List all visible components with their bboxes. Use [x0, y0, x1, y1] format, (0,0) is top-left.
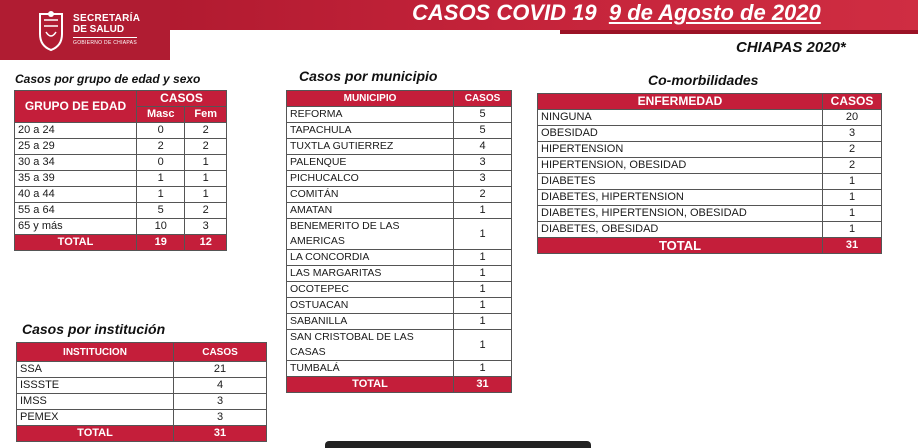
- municipio-cell: PALENQUE: [287, 155, 454, 171]
- header: [0, 0, 918, 62]
- municipio-title: Casos por municipio: [299, 68, 438, 84]
- municipio-cell: TAPACHULA: [287, 123, 454, 139]
- age-group-cell: 35 a 39: [15, 171, 137, 187]
- cases-cell: 20: [823, 110, 882, 126]
- municipio-cell: SAN CRISTOBAL DE LAS CASAS: [287, 330, 454, 361]
- col-masc: Masc: [137, 107, 185, 123]
- municipio-cell: REFORMA: [287, 107, 454, 123]
- col-cases: CASOS: [137, 91, 227, 107]
- age-sex-title: Casos por grupo de edad y sexo: [15, 72, 201, 86]
- table-row: [287, 361, 512, 377]
- table-row: [17, 378, 267, 394]
- table-row: [287, 107, 512, 123]
- masc-cell: 10: [137, 219, 185, 235]
- col-institucion: INSTITUCION: [17, 343, 174, 362]
- comorbidities-table: [537, 93, 882, 254]
- col-cases: CASOS: [174, 343, 267, 362]
- device-home-bar: [325, 441, 591, 448]
- table-row: [287, 314, 512, 330]
- cases-cell: 1: [454, 266, 512, 282]
- municipio-cell: COMITÁN: [287, 187, 454, 203]
- enfermedad-cell: DIABETES, HIPERTENSION: [538, 190, 823, 206]
- table-row: [538, 110, 882, 126]
- municipio-cell: OCOTEPEC: [287, 282, 454, 298]
- col-municipio: MUNICIPIO: [287, 91, 454, 107]
- cases-cell: 3: [454, 155, 512, 171]
- municipio-cell: SABANILLA: [287, 314, 454, 330]
- municipio-table: [286, 90, 512, 393]
- age-group-cell: 65 y más: [15, 219, 137, 235]
- cases-cell: 21: [174, 362, 267, 378]
- table-row: [287, 298, 512, 314]
- table-row: [538, 174, 882, 190]
- cases-cell: 2: [454, 187, 512, 203]
- municipio-cell: BENEMERITO DE LAS AMERICAS: [287, 219, 454, 250]
- cases-cell: 1: [454, 330, 512, 361]
- logo-line-1: SECRETARÍA: [73, 13, 141, 24]
- table-row: [15, 171, 227, 187]
- cases-cell: 3: [174, 394, 267, 410]
- table-row: [287, 187, 512, 203]
- table-row: [538, 190, 882, 206]
- municipio-cell: LA CONCORDIA: [287, 250, 454, 266]
- cases-cell: 1: [823, 174, 882, 190]
- region-label: CHIAPAS 2020*: [736, 39, 846, 56]
- institucion-title: Casos por institución: [22, 321, 166, 337]
- municipio-cell: TUXTLA GUTIERREZ: [287, 139, 454, 155]
- total-label: TOTAL: [17, 426, 174, 442]
- age-group-cell: 20 a 24: [15, 123, 137, 139]
- total-masc: 19: [137, 235, 185, 251]
- cases-cell: 5: [454, 123, 512, 139]
- masc-cell: 0: [137, 155, 185, 171]
- masc-cell: 2: [137, 139, 185, 155]
- header-accent-line: [560, 30, 918, 34]
- age-group-cell: 25 a 29: [15, 139, 137, 155]
- fem-cell: 2: [185, 139, 227, 155]
- cases-cell: 1: [454, 219, 512, 250]
- masc-cell: 1: [137, 171, 185, 187]
- table-row: [15, 187, 227, 203]
- comorb-title: Co-morbilidades: [648, 72, 759, 88]
- municipio-cell: TUMBALÁ: [287, 361, 454, 377]
- total-row: [15, 235, 227, 251]
- table-row: [287, 139, 512, 155]
- enfermedad-cell: DIABETES, HIPERTENSION, OBESIDAD: [538, 206, 823, 222]
- municipio-cell: LAS MARGARITAS: [287, 266, 454, 282]
- col-age-group: GRUPO DE EDAD: [15, 91, 137, 123]
- cases-cell: 1: [823, 222, 882, 238]
- table-row: [287, 330, 512, 361]
- cases-cell: 3: [454, 171, 512, 187]
- total-value: 31: [823, 238, 882, 254]
- cases-cell: 4: [174, 378, 267, 394]
- cases-cell: 1: [823, 190, 882, 206]
- institucion-table: [16, 342, 267, 442]
- fem-cell: 2: [185, 123, 227, 139]
- table-row: [538, 222, 882, 238]
- table-row: [287, 250, 512, 266]
- col-cases: CASOS: [454, 91, 512, 107]
- title-main: CASOS COVID 19: [412, 0, 597, 25]
- total-value: 31: [174, 426, 267, 442]
- table-row: [287, 203, 512, 219]
- coat-of-arms-icon: [36, 10, 66, 52]
- col-fem: Fem: [185, 107, 227, 123]
- cases-cell: 1: [454, 314, 512, 330]
- table-row: [287, 123, 512, 139]
- cases-cell: 1: [454, 298, 512, 314]
- cases-cell: 1: [454, 361, 512, 377]
- table-row: [17, 394, 267, 410]
- masc-cell: 0: [137, 123, 185, 139]
- fem-cell: 1: [185, 155, 227, 171]
- table-row: [287, 282, 512, 298]
- cases-cell: 5: [454, 107, 512, 123]
- fem-cell: 2: [185, 203, 227, 219]
- institucion-cell: ISSSTE: [17, 378, 174, 394]
- table-row: [15, 139, 227, 155]
- total-fem: 12: [185, 235, 227, 251]
- cases-cell: 4: [454, 139, 512, 155]
- enfermedad-cell: NINGUNA: [538, 110, 823, 126]
- table-row: [287, 155, 512, 171]
- institucion-cell: PEMEX: [17, 410, 174, 426]
- age-group-cell: 55 a 64: [15, 203, 137, 219]
- enfermedad-cell: DIABETES: [538, 174, 823, 190]
- enfermedad-cell: OBESIDAD: [538, 126, 823, 142]
- table-row: [538, 206, 882, 222]
- cases-cell: 1: [454, 203, 512, 219]
- table-row: [287, 219, 512, 250]
- municipio-cell: AMATAN: [287, 203, 454, 219]
- title-date: 9 de Agosto de 2020: [608, 0, 821, 25]
- municipio-cell: PICHUCALCO: [287, 171, 454, 187]
- total-value: 31: [454, 377, 512, 393]
- total-label: TOTAL: [15, 235, 137, 251]
- table-row: [17, 362, 267, 378]
- enfermedad-cell: DIABETES, OBESIDAD: [538, 222, 823, 238]
- table-row: [538, 142, 882, 158]
- municipio-cell: OSTUACAN: [287, 298, 454, 314]
- col-enfermedad: ENFERMEDAD: [538, 94, 823, 110]
- logo-line-2: DE SALUD: [73, 24, 125, 35]
- table-row: [15, 219, 227, 235]
- table-row: [538, 126, 882, 142]
- logo-divider: [73, 37, 137, 38]
- fem-cell: 1: [185, 171, 227, 187]
- cases-cell: 1: [454, 250, 512, 266]
- age-group-cell: 30 a 34: [15, 155, 137, 171]
- age-sex-table: [14, 90, 227, 251]
- total-label: TOTAL: [287, 377, 454, 393]
- cases-cell: 2: [823, 142, 882, 158]
- institucion-cell: SSA: [17, 362, 174, 378]
- total-label: TOTAL: [538, 238, 823, 254]
- cases-cell: 3: [174, 410, 267, 426]
- table-row: [15, 203, 227, 219]
- table-row: [287, 171, 512, 187]
- total-row: [17, 426, 267, 442]
- enfermedad-cell: HIPERTENSION, OBESIDAD: [538, 158, 823, 174]
- institucion-cell: IMSS: [17, 394, 174, 410]
- masc-cell: 5: [137, 203, 185, 219]
- cases-cell: 3: [823, 126, 882, 142]
- total-row: [287, 377, 512, 393]
- masc-cell: 1: [137, 187, 185, 203]
- table-row: [287, 266, 512, 282]
- table-row: [15, 155, 227, 171]
- cases-cell: 1: [823, 206, 882, 222]
- table-row: [17, 410, 267, 426]
- page-title: [412, 0, 821, 26]
- logo-line-3: GOBIERNO DE CHIAPAS: [73, 40, 137, 46]
- cases-cell: 2: [823, 158, 882, 174]
- age-group-cell: 40 a 44: [15, 187, 137, 203]
- table-row: [15, 123, 227, 139]
- table-row: [538, 158, 882, 174]
- cases-cell: 1: [454, 282, 512, 298]
- fem-cell: 3: [185, 219, 227, 235]
- logo: [0, 0, 170, 60]
- enfermedad-cell: HIPERTENSION: [538, 142, 823, 158]
- col-cases: CASOS: [823, 94, 882, 110]
- fem-cell: 1: [185, 187, 227, 203]
- total-row: [538, 238, 882, 254]
